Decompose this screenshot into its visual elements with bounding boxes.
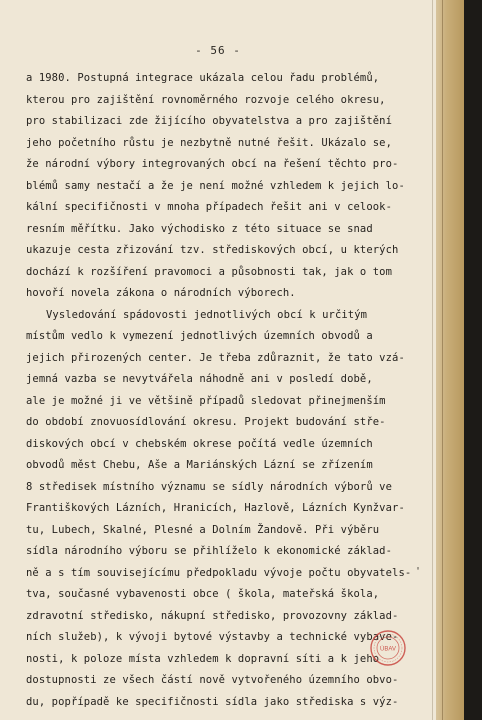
- binding-edge: [436, 0, 464, 720]
- text-line: dostupnosti ze všech částí nově vytvořeného územního obvo-: [26, 674, 399, 686]
- text-line: du, popřípadě ke specifičnosti sídla jako střediska s výz-: [26, 695, 399, 708]
- text-line: Františkových Lázních, Hranicích, Hazlově, Lázních Kynžvar-: [26, 502, 405, 514]
- text-line: ukazuje cesta zřizování tzv. střediskových obcí, u kterých: [26, 244, 399, 256]
- stamp-text: ÚBAV: [380, 646, 396, 653]
- text-line: jemná vazba se nevytvářela náhodně ani v posledí době,: [26, 373, 373, 385]
- text-line: Vysledování spádovosti jednotlivých obcí k určitým: [46, 308, 368, 321]
- text-line: hovoří novela zákona o národních výborech.: [26, 287, 296, 299]
- text-line: jeho početního růstu je nezbytně nutné řešit. Ukázalo se,: [26, 136, 393, 149]
- text-line: 8 středisek místního významu se sídly národních výborů ve: [26, 480, 393, 493]
- text-line: ale je možné ji ve většině případů sledovat přinejmenším: [26, 394, 386, 407]
- text-line: diskových obcí v chebském okrese počítá vedle územních: [26, 437, 373, 450]
- text-line: do období znovuosídlování okresu. Projekt budování stře-: [26, 416, 386, 428]
- text-line: místům vedlo k vymezení jednotlivých územních obvodů a: [26, 330, 373, 342]
- text-line: že národní výbory integrovaných obcí na řešení těchto pro-: [26, 158, 399, 170]
- text-line: kální specifičnosti v mnoha případech řešit ani v celook-: [26, 201, 393, 213]
- text-line: kterou pro zajištění rovnoměrného rozvoje celého okresu,: [26, 93, 386, 106]
- text-line: blémů samy nestačí a že je není možné vzhledem k jejich lo-: [26, 179, 405, 192]
- text-line: pro stabilizaci zde žijícího obyvatelstva a pro zajištění: [26, 115, 393, 127]
- text-line: tva, současné vybavenosti obce ( škola, mateřská škola,: [26, 588, 380, 600]
- text-line: zdravotní středisko, nákupní středisko, provozovny základ-: [26, 609, 399, 622]
- margin-mark: ': [415, 566, 422, 577]
- page-number: - 56 -: [195, 44, 241, 57]
- text-line: sídla národního výboru se přihlíželo k ekonomické základ-: [26, 545, 393, 557]
- text-line: ních služeb), k vývoji bytové výstavby a technické vybave-: [26, 631, 399, 643]
- text-line: obvodů měst Chebu, Aše a Mariánských Lázní se zřízením: [26, 459, 373, 471]
- text-line: dochází k rozšíření pravomoci a působnosti tak, jak o tom: [26, 265, 393, 278]
- library-stamp: [368, 628, 408, 668]
- body-text: [26, 68, 412, 713]
- text-line: a 1980. Postupná integrace ukázala celou řadu problémů,: [26, 72, 380, 84]
- text-line: jejich přirozených center. Je třeba zdůraznit, že tato vzá-: [26, 351, 405, 364]
- text-line: tu, Lubech, Skalné, Plesné a Dolním Žandově. Při výběru: [26, 523, 380, 536]
- text-line: nosti, k poloze místa vzhledem k dopravní síti a k jeho: [26, 652, 380, 665]
- text-line: ně a s tím souvisejícímu předpokladu vývoje počtu obyvatels-: [26, 566, 412, 579]
- text-line: resním měřítku. Jako východisko z této situace se snad: [26, 222, 373, 235]
